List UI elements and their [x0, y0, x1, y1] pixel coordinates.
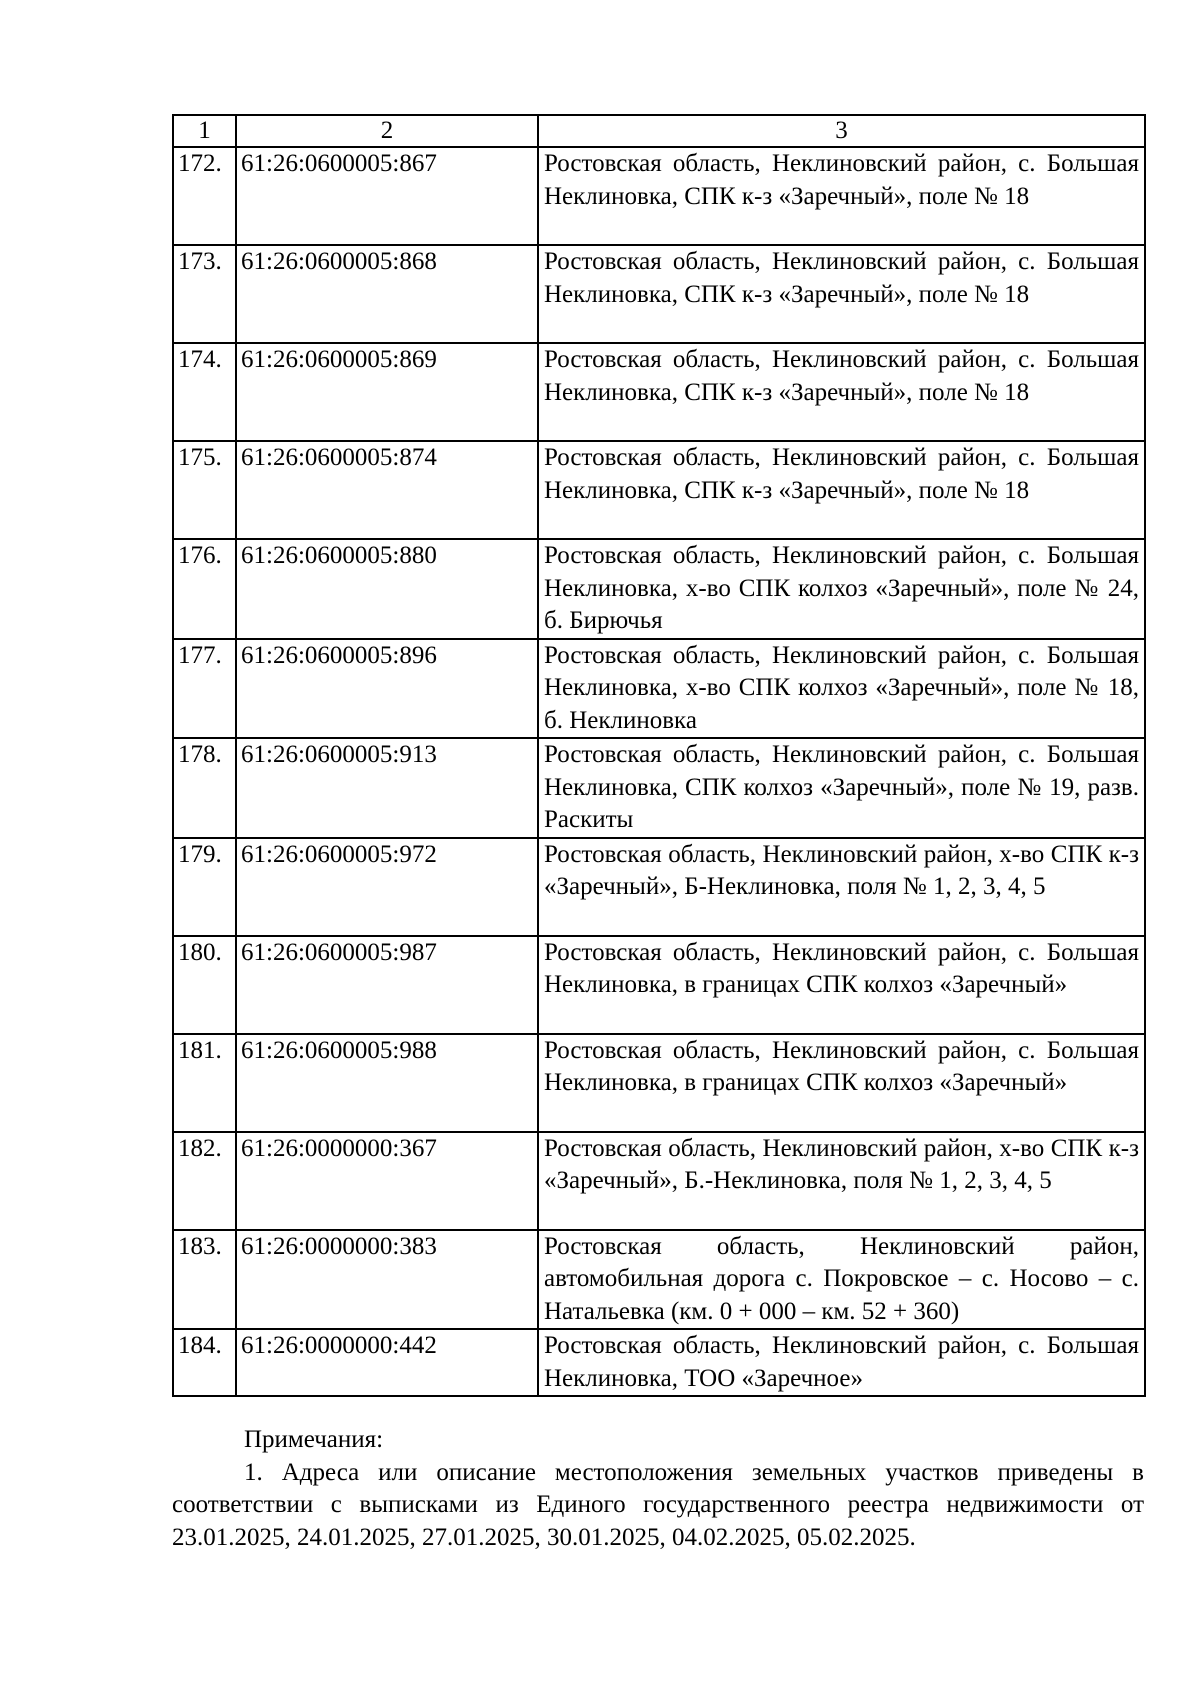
cadastral-number: 61:26:0600005:987 [236, 936, 538, 1034]
plot-address: Ростовская область, Неклиновский район, с. Большая Неклиновка, в границах СПК колхоз «Заречный» [538, 1034, 1145, 1132]
row-number: 184. [173, 1329, 236, 1396]
table-header [173, 115, 1145, 147]
cadastral-number: 61:26:0000000:442 [236, 1329, 538, 1396]
table-row [173, 1132, 1145, 1230]
cadastral-number: 61:26:0000000:367 [236, 1132, 538, 1230]
row-number: 182. [173, 1132, 236, 1230]
land-plots-table [172, 114, 1146, 1397]
cadastral-number: 61:26:0000000:383 [236, 1230, 538, 1330]
table-row [173, 441, 1145, 539]
cadastral-number: 61:26:0600005:913 [236, 738, 538, 838]
cadastral-number: 61:26:0600005:880 [236, 539, 538, 639]
row-number: 183. [173, 1230, 236, 1330]
plot-address: Ростовская область, Неклиновский район, с. Большая Неклиновка, СПК к-з «Заречный», поле № 18 [538, 441, 1145, 539]
table-row [173, 343, 1145, 441]
row-number: 181. [173, 1034, 236, 1132]
table-row [173, 1329, 1145, 1396]
table-row [173, 639, 1145, 739]
table-row [173, 147, 1145, 245]
plot-address: Ростовская область, Неклиновский район, с. Большая Неклиновка, в границах СПК колхоз «Заречный» [538, 936, 1145, 1034]
row-number: 177. [173, 639, 236, 739]
cadastral-number: 61:26:0600005:868 [236, 245, 538, 343]
cadastral-number: 61:26:0600005:972 [236, 838, 538, 936]
plot-address: Ростовская область, Неклиновский район, х-во СПК к-з «Заречный», Б-Неклиновка, поля № 1, 2, 3, 4, 5 [538, 838, 1145, 936]
plot-address: Ростовская область, Неклиновский район, с. Большая Неклиновка, СПК к-з «Заречный», поле № 18 [538, 343, 1145, 441]
table-row [173, 936, 1145, 1034]
column-header-number: 1 [173, 115, 236, 147]
notes-title: Примечания: [244, 1426, 384, 1453]
row-number: 179. [173, 838, 236, 936]
plot-address: Ростовская область, Неклиновский район, с. Большая Неклиновка, х-во СПК колхоз «Заречный», поле № 18, б. Неклиновка [538, 639, 1145, 739]
plot-address: Ростовская область, Неклиновский район, с. Большая Неклиновка, СПК колхоз «Заречный», поле № 19, разв. Раскиты [538, 738, 1145, 838]
table-header-row [173, 115, 1145, 147]
plot-address: Ростовская область, Неклиновский район, с. Большая Неклиновка, х-во СПК колхоз «Заречный», поле № 24, б. Бирючья [538, 539, 1145, 639]
plot-address: Ростовская область, Неклиновский район, х-во СПК к-з «Заречный», Б.-Неклиновка, поля № 1, 2, 3, 4, 5 [538, 1132, 1145, 1230]
plot-address: Ростовская область, Неклиновский район, автомобильная дорога с. Покровское – с. Носово – с. Натальевка (км. 0 + 000 – км. 52 + 360) [538, 1230, 1145, 1330]
row-number: 180. [173, 936, 236, 1034]
plot-address: Ростовская область, Неклиновский район, с. Большая Неклиновка, СПК к-з «Заречный», поле № 18 [538, 245, 1145, 343]
cadastral-number: 61:26:0600005:988 [236, 1034, 538, 1132]
notes-section [172, 1424, 1144, 1554]
row-number: 176. [173, 539, 236, 639]
table-row [173, 1034, 1145, 1132]
table-row [173, 245, 1145, 343]
table-body [173, 147, 1145, 1396]
table-row [173, 838, 1145, 936]
column-header-cadastral: 2 [236, 115, 538, 147]
note-item: 1. Адреса или описание местоположения земельных участков приведены в соответствии с выписками из Единого государственного реестра недвижимости от 23.01.2025, 24.01.2025, 27.01.2025, 30.01.2025, 04.02.2025, 05.02.2025. [172, 1458, 1144, 1551]
column-header-address: 3 [538, 115, 1145, 147]
row-number: 178. [173, 738, 236, 838]
table-row [173, 1230, 1145, 1330]
cadastral-number: 61:26:0600005:896 [236, 639, 538, 739]
plot-address: Ростовская область, Неклиновский район, с. Большая Неклиновка, ТОО «Заречное» [538, 1329, 1145, 1396]
cadastral-number: 61:26:0600005:869 [236, 343, 538, 441]
row-number: 174. [173, 343, 236, 441]
table-row [173, 738, 1145, 838]
row-number: 172. [173, 147, 236, 245]
row-number: 173. [173, 245, 236, 343]
cadastral-number: 61:26:0600005:867 [236, 147, 538, 245]
plot-address: Ростовская область, Неклиновский район, с. Большая Неклиновка, СПК к-з «Заречный», поле № 18 [538, 147, 1145, 245]
cadastral-number: 61:26:0600005:874 [236, 441, 538, 539]
row-number: 175. [173, 441, 236, 539]
table-row [173, 539, 1145, 639]
